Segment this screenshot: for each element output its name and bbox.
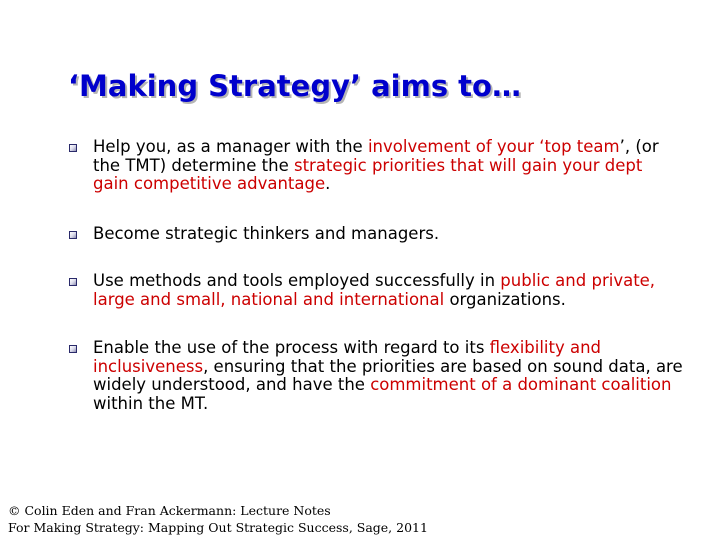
footer-citation [8,502,428,536]
square-bullet-icon [69,278,77,286]
bullet-text [93,225,683,244]
bullet-text-segment: within the MT. [93,393,209,413]
emphasis-text: flexibility and inclusiveness [93,338,602,376]
slide-title: ‘Making Strategy’ aims to… [68,69,521,103]
emphasis-text: commitment of a dominant coalition [370,375,672,394]
bullet-text [93,138,683,194]
square-bullet-icon [69,144,77,152]
square-bullet-icon [69,231,77,239]
emphasis-text: involvement of your ‘top team [367,137,620,156]
bullet-text-segment: Help you, as a manager with the [93,137,368,156]
square-bullet-icon [69,345,77,353]
bullet-text-segment: Enable the use of the process with regard to its [93,338,490,357]
bullet-text-segment: , ensuring that the priorities are based on sound data, are widely understood, and have the [93,356,683,394]
bullet-text-segment: organizations. [444,289,566,309]
bullet-text [93,272,683,309]
bullet-text-segment: Use methods and tools employed successfully in [93,271,501,290]
emphasis-text: strategic priorities that will gain your dept gain competitive advantage [93,155,643,193]
footer-line: © Colin Eden and Fran Ackermann: Lecture Notes [8,503,331,518]
bullet-text-segment: . [325,174,331,193]
footer-line: For Making Strategy: Mapping Out Strategic Success, Sage, 2011 [8,520,428,535]
bullet-text [93,339,683,413]
emphasis-text: public and private, large and small, national and international [93,271,656,309]
bullet-text-segment: ’, (or the TMT) determine the [93,137,659,175]
bullet-text-segment: Become strategic thinkers and managers. [93,224,440,243]
